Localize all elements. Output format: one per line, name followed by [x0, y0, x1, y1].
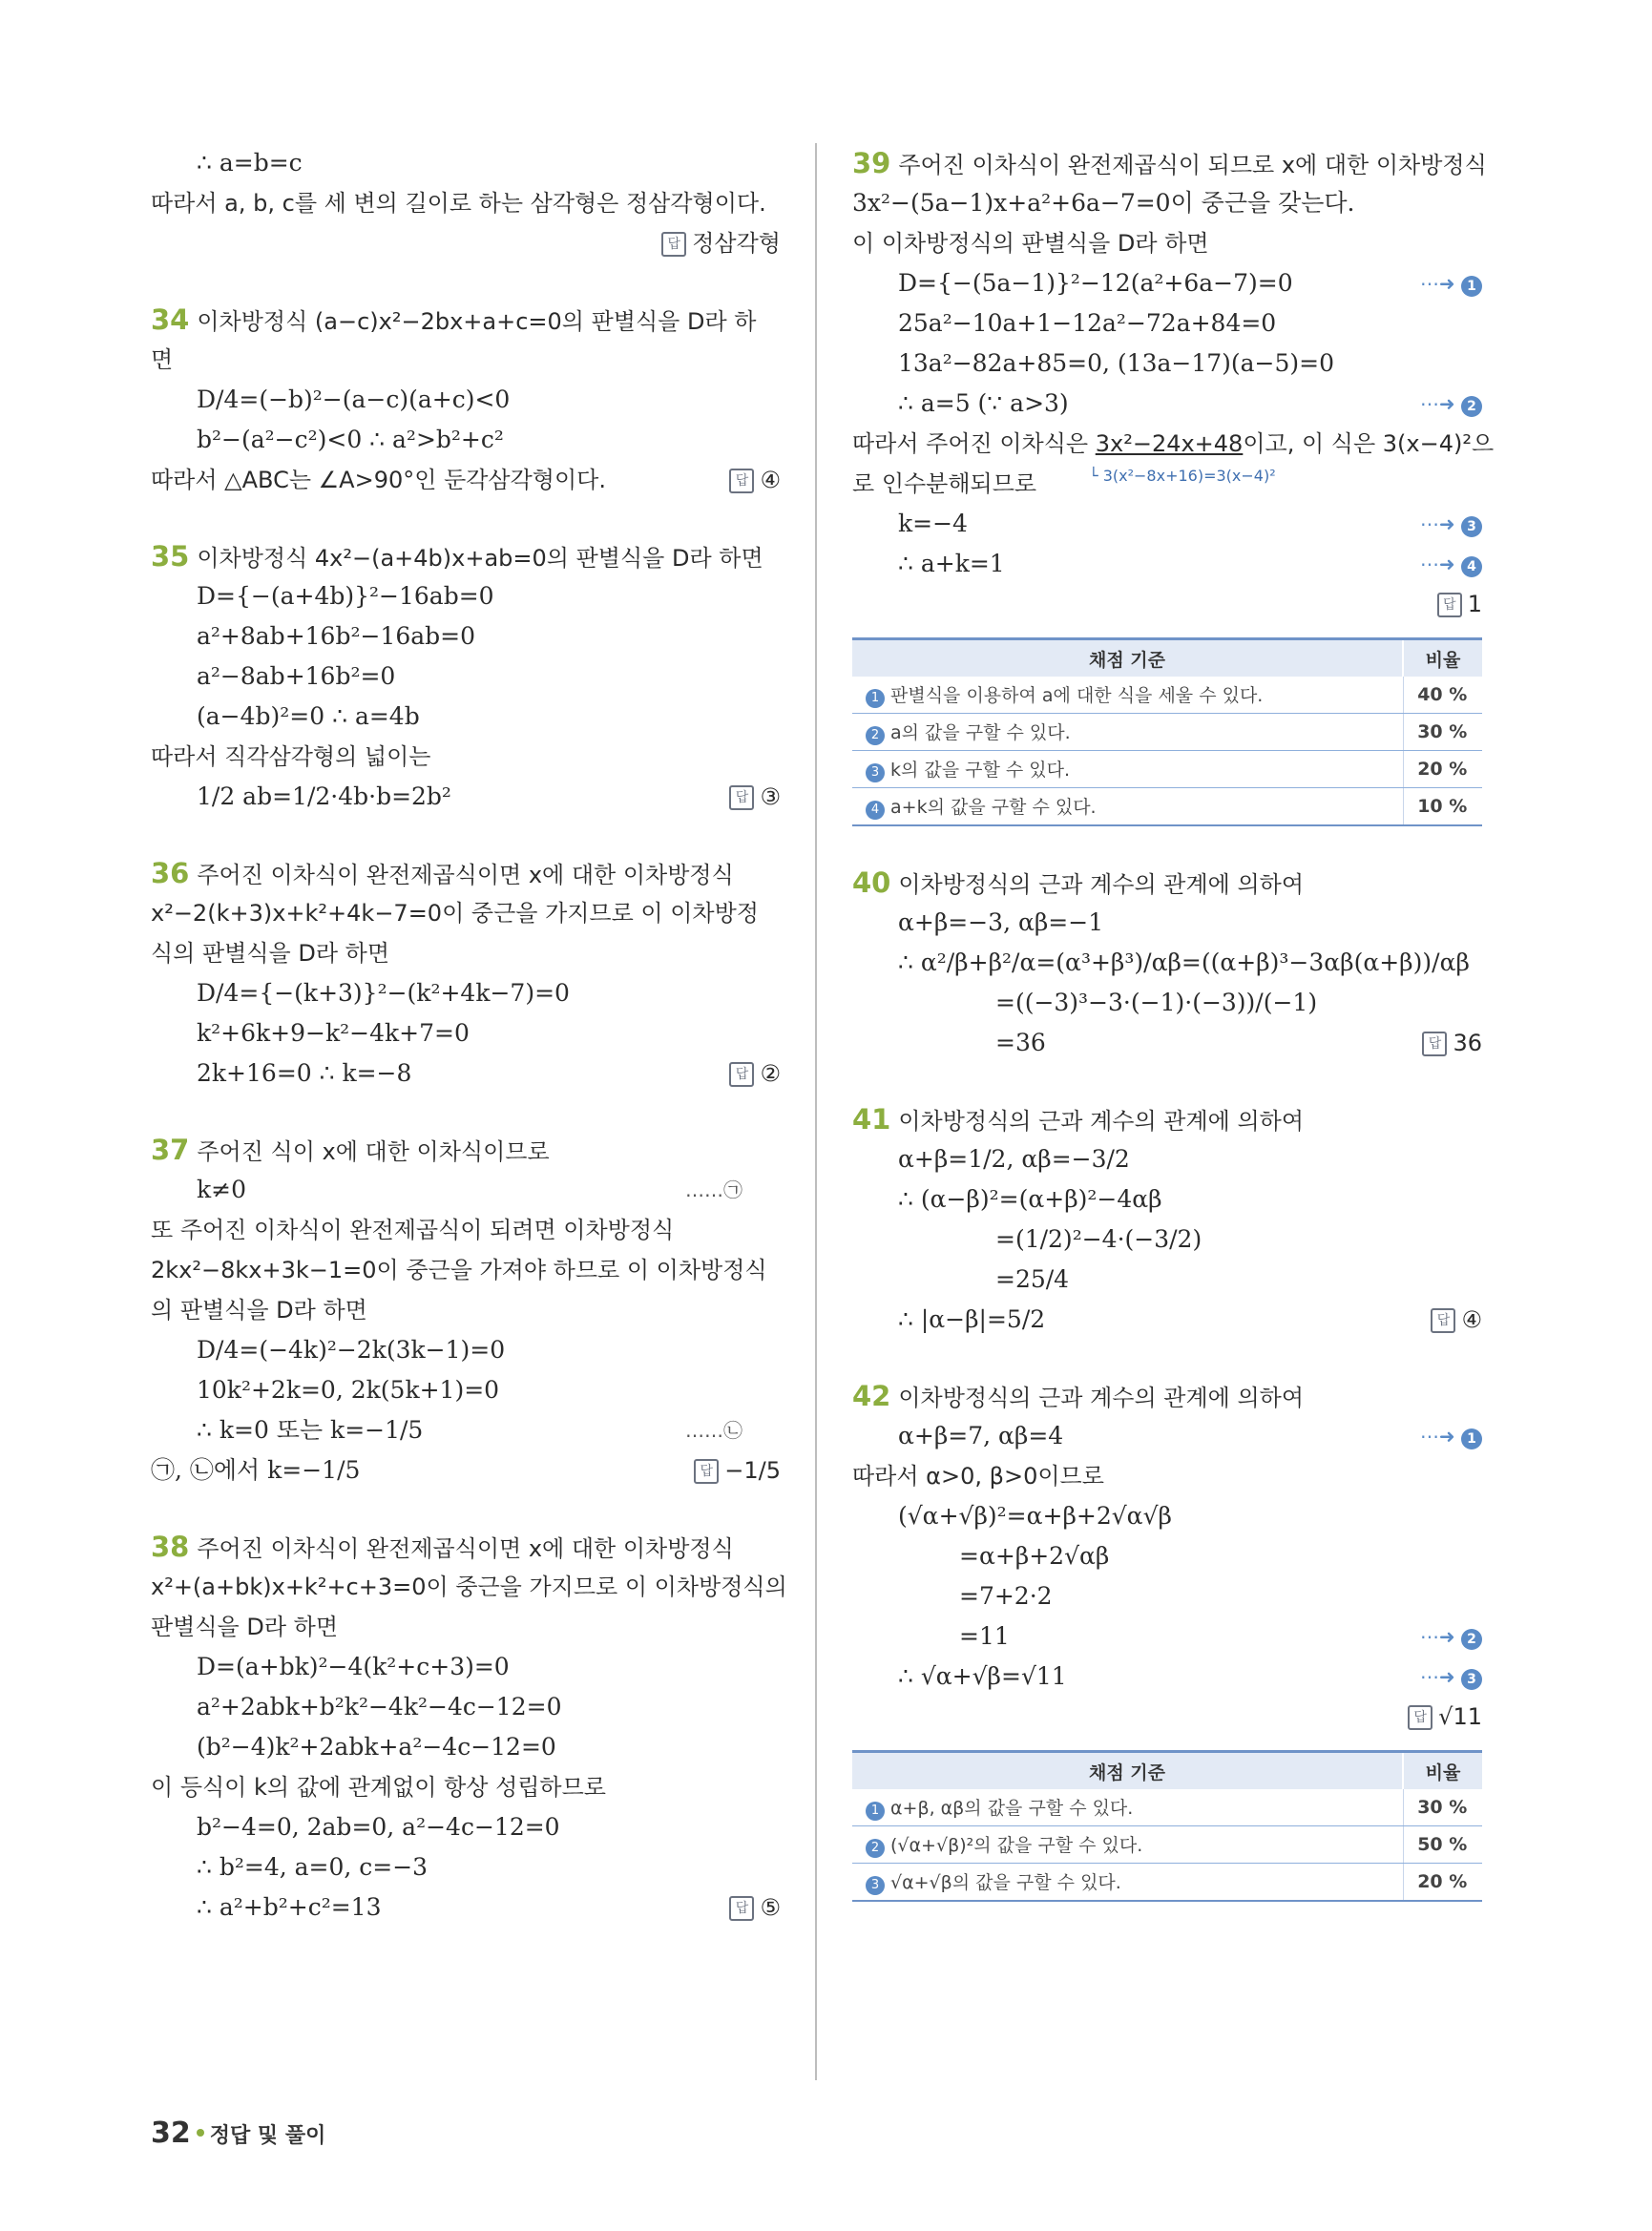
step-arrow-icon: ⋯➜ [1419, 553, 1455, 575]
equation: 1/2 ab=1/2·4b·b=2b² [197, 782, 451, 810]
solution-line: 따라서 직각삼각형의 넓이는 [151, 743, 431, 770]
equation: (√α+√β)²=α+β+2√α√β [898, 1502, 1172, 1530]
table-row: 2 (√α+√β)²의 값을 구할 수 있다. 50 % [852, 1826, 1482, 1864]
step-marker: ⋯➜ 1 [1420, 1416, 1482, 1456]
table-header: 채점 기준 [852, 639, 1403, 678]
equation: a²−8ab+16b²=0 [197, 662, 396, 690]
step-marker: ⋯➜ 3 [1420, 1657, 1482, 1697]
equation: D/4={−(k+3)}²−(k²+4k−7)=0 [197, 979, 570, 1007]
step-arrow-icon: ⋯➜ [1419, 1625, 1455, 1648]
problem-38: 38 주어진 이차식이 완전제곱식이면 x에 대한 이차방정식 [151, 1531, 734, 1563]
equation: ∴ a²+b²+c²=13 [197, 1893, 382, 1921]
answer-box-icon: 답 [729, 785, 754, 810]
column-divider [815, 143, 817, 2080]
solution-line: 2kx²−8kx+3k−1=0이 중근을 가져야 하므로 이 이차방정식 [151, 1257, 767, 1283]
solution-line: 이 등식이 k의 값에 관계없이 항상 성립하므로 [151, 1774, 606, 1801]
equation: =(1/2)²−4·(−3/2) [995, 1225, 1202, 1253]
equation: ∴ a=5 (∵ a>3) [898, 389, 1069, 417]
answer-box-icon: 답 [1431, 1308, 1455, 1333]
table-row: 4 a+k의 값을 구할 수 있다. 10 % [852, 788, 1482, 826]
bullet-dot-icon [197, 2129, 204, 2137]
answer-box-icon: 답 [1408, 1705, 1432, 1730]
solution-line: 식의 판별식을 D라 하면 [151, 940, 390, 967]
equation: (a−4b)²=0 ∴ a=4b [197, 702, 420, 730]
answer: 답 36 [1422, 1023, 1482, 1063]
answer-box-icon: 답 [1437, 593, 1462, 617]
equation: ㉠, ㉡에서 k=−1/5 [151, 1456, 361, 1484]
solution-line: 따라서 주어진 이차식은 3x²−24x+48이고, 이 식은 3(x−4)²으 └ 3(x²−8x+16)=3(x−4)² [852, 424, 1482, 464]
factor-note: └ 3(x²−8x+16)=3(x−4)² [1089, 467, 1276, 485]
step-arrow-icon: ⋯➜ [1419, 1425, 1455, 1448]
equation: D={−(5a−1)}²−12(a²+6a−7)=0 [898, 269, 1293, 297]
equation: k≠0 [197, 1176, 247, 1203]
page-footer [151, 2116, 325, 2150]
problem-number: 34 [151, 303, 190, 336]
step-arrow-icon: ⋯➜ [1419, 512, 1455, 535]
answer-box-icon: 답 [1422, 1032, 1447, 1056]
table-row: 1 판별식을 이용하여 a에 대한 식을 세울 수 있다. 40 % [852, 677, 1482, 714]
problem-34: 34 이차방정식 (a−c)x²−2bx+a+c=0의 판별식을 D라 하 [151, 303, 757, 336]
equation: ∴ α²/β+β²/α=(α³+β³)/αβ=((α+β)³−3αβ(α+β))/αβ [898, 949, 1470, 976]
equation: =11 [959, 1622, 1010, 1650]
equation: ∴ k=0 또는 k=−1/5 [197, 1416, 424, 1444]
problem-number: 37 [151, 1134, 190, 1166]
problem-number: 39 [852, 147, 891, 179]
solution-line: 로 인수분해되므로 [852, 470, 1037, 497]
answer: 답 ⑤ [729, 1887, 781, 1928]
answer: 답 ④ [1431, 1300, 1482, 1340]
answer: 답 −1/5 [694, 1450, 781, 1491]
problem-number: 42 [852, 1380, 891, 1412]
solution-line: ∴ a=b=c [197, 149, 303, 177]
solution-line: 이 이차방정식의 판별식을 D라 하면 [852, 230, 1209, 257]
condition-mark: ……㉠ [685, 1178, 742, 1201]
equation: D/4=(−4k)²−2k(3k−1)=0 [197, 1336, 506, 1364]
equation: 13a²−82a+85=0, (13a−17)(a−5)=0 [898, 349, 1335, 377]
footer-label: 정답 및 풀이 [209, 2124, 326, 2148]
table-header: 비율 [1403, 639, 1482, 678]
solution-line: 면 [151, 346, 174, 373]
problem-41: 41 이차방정식의 근과 계수의 관계에 의하여 [852, 1103, 1305, 1136]
problem-number: 40 [852, 866, 891, 899]
answer-box-icon: 답 [661, 232, 686, 257]
equation: a²+2abk+b²k²−4k²−4c−12=0 [197, 1693, 562, 1720]
solution-line: x²−2(k+3)x+k²+4k−7=0이 중근을 가지므로 이 이차방정 [151, 900, 759, 927]
equation: =25/4 [995, 1265, 1070, 1293]
scoring-table-39 [852, 637, 1482, 826]
problem-42: 42 이차방정식의 근과 계수의 관계에 의하여 [852, 1380, 1305, 1412]
table-row: 1 α+β, αβ의 값을 구할 수 있다. 30 % [852, 1789, 1482, 1826]
page-number: 32 [151, 2116, 191, 2150]
solution-line: x²+(a+bk)x+k²+c+3=0이 중근을 가지므로 이 이차방정식의 [151, 1574, 787, 1600]
step-arrow-icon: ⋯➜ [1419, 1665, 1455, 1688]
problem-number: 36 [151, 857, 190, 889]
solution-line: 따라서 a, b, c를 세 변의 길이로 하는 삼각형은 정삼각형이다. [151, 190, 766, 217]
equation: ∴ |α−β|=5/2 [898, 1305, 1046, 1333]
problem-number: 41 [852, 1103, 891, 1136]
equation: D=(a+bk)²−4(k²+c+3)=0 [197, 1653, 510, 1680]
answer: 답 1 [1437, 584, 1482, 624]
answer: 답 정삼각형 [661, 223, 781, 263]
equation: ∴ √α+√β=√11 [898, 1662, 1067, 1690]
equation: ∴ (α−β)²=(α+β)²−4αβ [898, 1185, 1162, 1213]
answer: 답 √11 [1408, 1697, 1482, 1737]
equation: (b²−4)k²+2abk+a²−4c−12=0 [197, 1733, 556, 1761]
solution-line: 또 주어진 이차식이 완전제곱식이 되려면 이차방정식 [151, 1217, 675, 1243]
answer: 답 ② [729, 1053, 781, 1094]
scoring-table-42 [852, 1750, 1482, 1902]
equation: b²−4=0, 2ab=0, a²−4c−12=0 [197, 1813, 560, 1841]
equation: α+β=−3, αβ=−1 [898, 908, 1104, 936]
right-column [852, 143, 1495, 1902]
step-arrow-icon: ⋯➜ [1419, 392, 1455, 415]
equation: D/4=(−b)²−(a−c)(a+c)<0 [197, 386, 511, 413]
answer: 답 ④ [729, 460, 781, 500]
equation: =α+β+2√αβ [959, 1542, 1110, 1570]
problem-number: 38 [151, 1531, 190, 1563]
problem-40: 40 이차방정식의 근과 계수의 관계에 의하여 [852, 866, 1305, 899]
step-marker: ⋯➜ 1 [1420, 263, 1482, 303]
solution-line: 따라서 △ABC는 ∠A>90°인 둔각삼각형이다. [151, 467, 606, 493]
table-header: 비율 [1403, 1752, 1482, 1790]
problem-35: 35 이차방정식 4x²−(a+4b)x+ab=0의 판별식을 D라 하면 [151, 540, 763, 573]
equation: α+β=1/2, αβ=−3/2 [898, 1145, 1130, 1173]
step-marker: ⋯➜ 3 [1420, 504, 1482, 544]
equation: =7+2·2 [959, 1582, 1053, 1610]
condition-mark: ……㉡ [685, 1419, 742, 1442]
table-row: 3 k의 값을 구할 수 있다. 20 % [852, 751, 1482, 788]
equation: 25a²−10a+1−12a²−72a+84=0 [898, 309, 1277, 337]
table-header: 채점 기준 [852, 1752, 1403, 1790]
equation: =36 [995, 1029, 1046, 1056]
problem-39: 39 주어진 이차식이 완전제곱식이 되므로 x에 대한 이차방정식 [852, 147, 1487, 179]
equation: k=−4 [898, 510, 968, 537]
solution-line: 따라서 α>0, β>0이므로 [852, 1463, 1104, 1490]
answer-box-icon: 답 [729, 1062, 754, 1087]
problem-36: 36 주어진 이차식이 완전제곱식이면 x에 대한 이차방정식 [151, 857, 734, 889]
answer-box-icon: 답 [729, 1896, 754, 1921]
step-marker: ⋯➜ 2 [1420, 384, 1482, 424]
answer-box-icon: 답 [729, 469, 754, 493]
equation: 3x²−(5a−1)x+a²+6a−7=0이 중근을 갖는다. [852, 189, 1355, 217]
answer: 답 ③ [729, 777, 781, 817]
answer-box-icon: 답 [694, 1459, 719, 1484]
step-arrow-icon: ⋯➜ [1419, 272, 1455, 295]
equation: ∴ a+k=1 [898, 550, 1005, 577]
equation: 10k²+2k=0, 2k(5k+1)=0 [197, 1376, 500, 1404]
equation: ∴ b²=4, a=0, c=−3 [197, 1853, 429, 1881]
solution-line: 의 판별식을 D라 하면 [151, 1297, 367, 1324]
solution-line: 판별식을 D라 하면 [151, 1614, 339, 1640]
equation: D={−(a+4b)}²−16ab=0 [197, 582, 494, 610]
left-column [151, 143, 787, 1928]
equation: k²+6k+9−k²−4k+7=0 [197, 1019, 470, 1047]
step-marker: ⋯➜ 4 [1420, 544, 1482, 584]
equation: b²−(a²−c²)<0 ∴ a²>b²+c² [197, 426, 504, 453]
step-marker: ⋯➜ 2 [1420, 1616, 1482, 1657]
equation: α+β=7, αβ=4 [898, 1422, 1064, 1449]
table-row: 2 a의 값을 구할 수 있다. 30 % [852, 714, 1482, 751]
equation: 2k+16=0 ∴ k=−8 [197, 1059, 412, 1087]
table-row: 3 √α+√β의 값을 구할 수 있다. 20 % [852, 1864, 1482, 1902]
equation: =((−3)³−3·(−1)·(−3))/(−1) [995, 989, 1318, 1016]
problem-number: 35 [151, 540, 190, 573]
equation: a²+8ab+16b²−16ab=0 [197, 622, 475, 650]
problem-37: 37 주어진 식이 x에 대한 이차식이므로 [151, 1134, 550, 1166]
